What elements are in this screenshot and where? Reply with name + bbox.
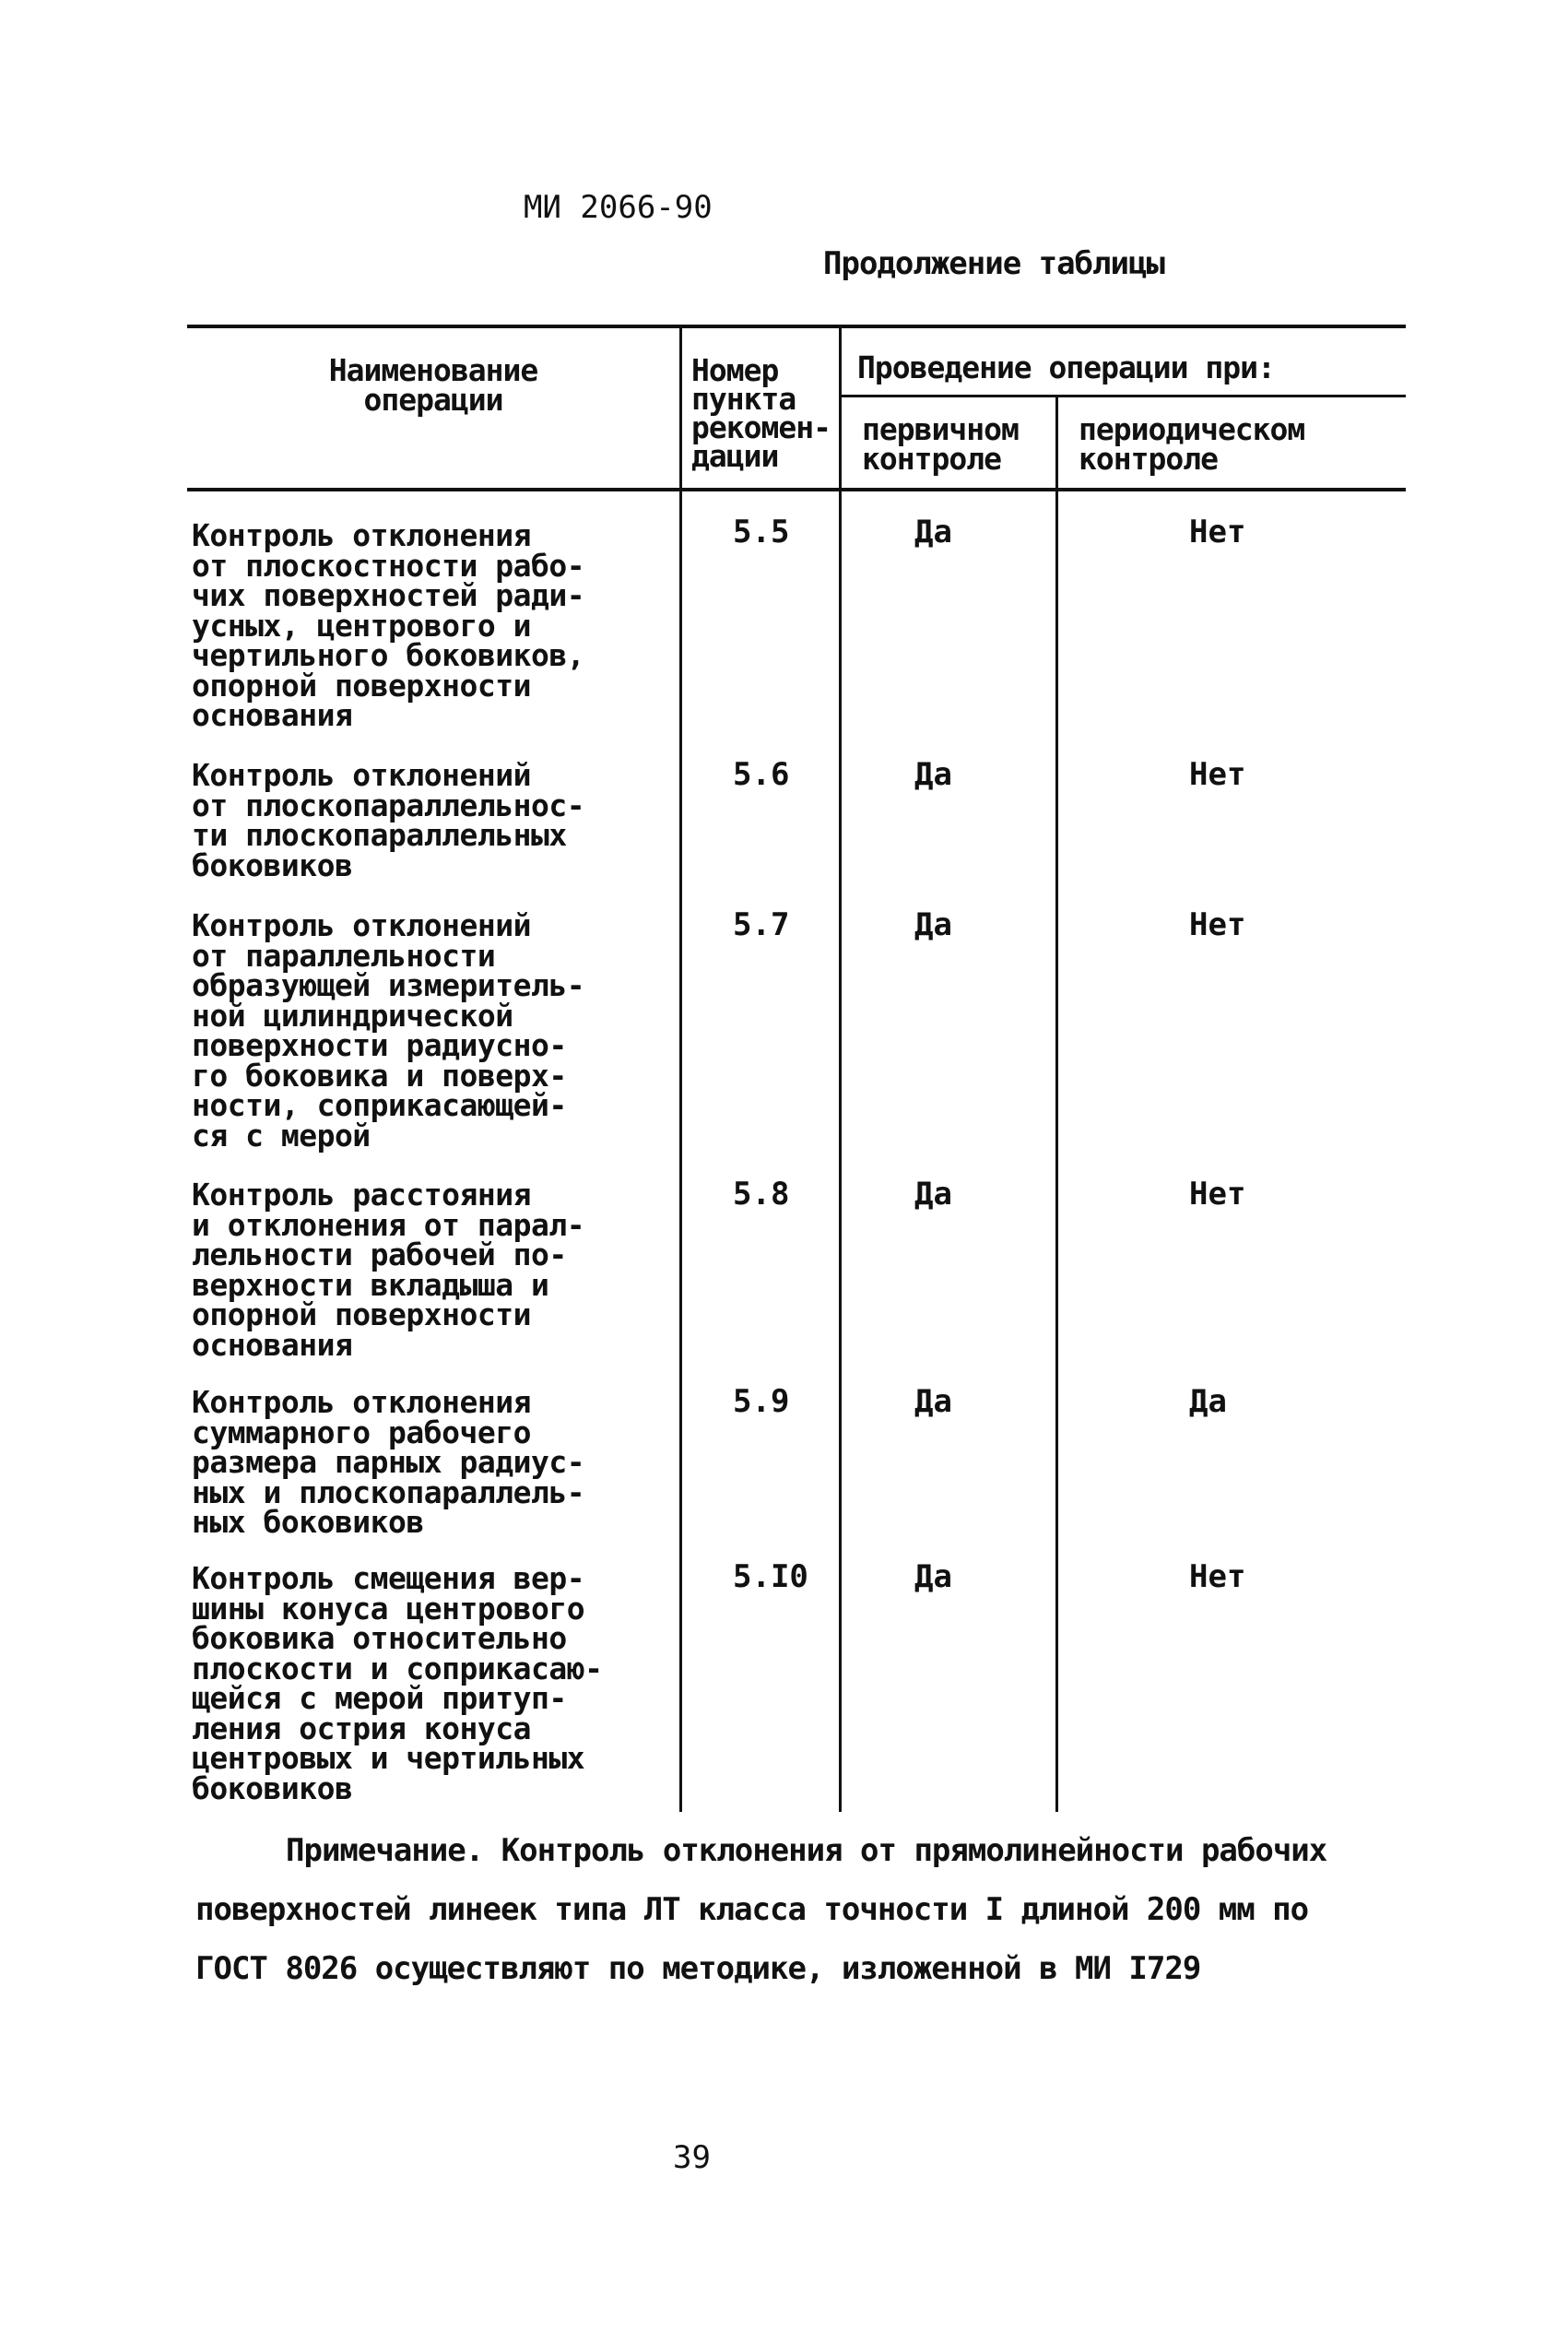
primary-control-value: Да bbox=[914, 1558, 952, 1595]
col-header-periodic: периодическом контроле bbox=[1079, 411, 1305, 477]
periodic-control-value: Да bbox=[1189, 1383, 1227, 1420]
periodic-control-value: Нет bbox=[1189, 1558, 1246, 1595]
header-bottom-rule bbox=[187, 488, 1406, 491]
item-number: 5.9 bbox=[733, 1383, 790, 1420]
table-note bbox=[195, 1821, 1394, 1998]
periodic-control-value: Нет bbox=[1189, 514, 1246, 550]
col-header-primary: первичном контроле bbox=[862, 411, 1019, 477]
column-divider-3 bbox=[1055, 396, 1058, 1812]
col-header-conduct: Проведение операции при: bbox=[857, 349, 1275, 385]
item-number: 5.I0 bbox=[733, 1558, 808, 1595]
header-sub-rule bbox=[839, 395, 1406, 397]
primary-control-value: Да bbox=[914, 756, 952, 793]
item-number: 5.5 bbox=[733, 514, 790, 550]
operation-name: Контроль отклонений от плоскопараллельнос- ти плоскопараллельных боковиков bbox=[192, 757, 585, 883]
operation-name: Контроль расстояния и отклонения от парал- лельности рабочей по- верхности вкладыша и опорной поверхности основания bbox=[192, 1177, 585, 1363]
primary-control-value: Да bbox=[914, 906, 952, 943]
column-divider-1 bbox=[679, 327, 682, 1812]
periodic-control-value: Нет bbox=[1189, 1176, 1246, 1213]
item-number: 5.8 bbox=[733, 1176, 790, 1213]
note-line: поверхностей линеек типа ЛТ класса точности I длиной 200 мм по bbox=[195, 1891, 1309, 1928]
note-line: ГОСТ 8026 осуществляют по методике, изложенной в МИ I729 bbox=[195, 1950, 1201, 1987]
operation-name: Контроль отклонения суммарного рабочего размера парных радиус- ных и плоскопараллель- ных боковиков bbox=[192, 1384, 585, 1540]
periodic-control-value: Нет bbox=[1189, 756, 1246, 793]
column-divider-2 bbox=[839, 327, 842, 1812]
primary-control-value: Да bbox=[914, 1176, 952, 1213]
col-header-item-number: Номер пункта рекомен- дации bbox=[691, 352, 831, 474]
operation-name: Контроль отклонений от параллельности образующей измеритель- ной цилиндрической поверхности радиусно- го боковика и поверх- ности, соприкасающей- ся с мерой bbox=[192, 907, 585, 1154]
periodic-control-value: Нет bbox=[1189, 906, 1246, 943]
note-line: Примечание. Контроль отклонения от прямолинейности рабочих bbox=[286, 1832, 1327, 1869]
primary-control-value: Да bbox=[914, 514, 952, 550]
document-code: МИ 2066-90 bbox=[524, 189, 713, 226]
table-top-rule bbox=[187, 325, 1406, 328]
col-header-operation-name: Наименование операции bbox=[328, 352, 538, 418]
item-number: 5.7 bbox=[733, 906, 790, 943]
table-continuation-title: Продолжение таблицы bbox=[823, 245, 1164, 282]
primary-control-value: Да bbox=[914, 1383, 952, 1420]
item-number: 5.6 bbox=[733, 756, 790, 793]
operation-name: Контроль смещения вер- шины конуса центрового боковика относительно плоскости и соприкасаю- щейся с мерой притуп- ления острия конуса центровых и чертильных боковиков bbox=[192, 1560, 603, 1806]
operation-name: Контроль отклонения от плоскостности рабо- чих поверхностей ради- усных, центрового и чертильного боковиков, опорной поверхности основания bbox=[192, 517, 585, 733]
page-number: 39 bbox=[673, 2139, 711, 2176]
